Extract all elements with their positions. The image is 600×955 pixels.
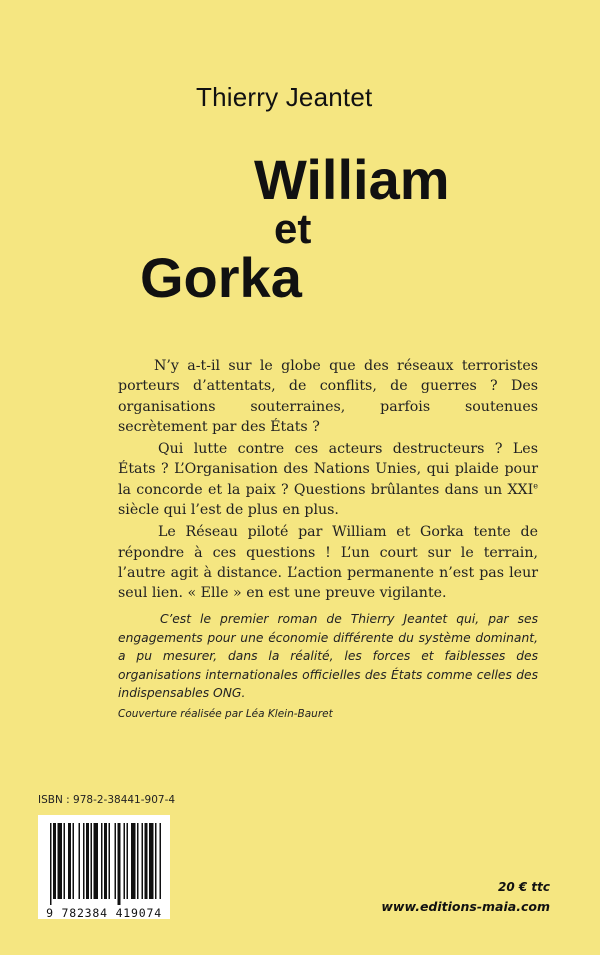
price: 20 € ttc bbox=[498, 880, 550, 894]
book-title-line-1: William bbox=[254, 148, 450, 211]
back-cover-blurb bbox=[118, 356, 538, 604]
blurb-paragraph-2 bbox=[118, 439, 538, 520]
blurb-paragraph-2-text: Qui lutte contre ces acteurs destructeurs ? Les États ? L’Organisation des Nations Unies, qui plaide pour la concorde et la paix ? Questions brûlantes dans un XXI bbox=[118, 441, 538, 498]
century-superscript: e bbox=[533, 481, 538, 491]
blurb-paragraph-2-end: siècle qui l’est de plus en plus. bbox=[118, 502, 339, 519]
book-title-line-2: et bbox=[274, 205, 312, 252]
author-name: Thierry Jeantet bbox=[196, 82, 373, 112]
book-title-line-3: Gorka bbox=[140, 246, 302, 309]
publisher-website: www.editions-maia.com bbox=[381, 899, 550, 914]
cover-credit: Couverture réalisée par Léa Klein-Bauret bbox=[118, 708, 333, 720]
barcode bbox=[38, 815, 170, 919]
blurb-paragraph-1: N’y a-t-il sur le globe que des réseaux terroristes porteurs d’attentats, de conflits, de guerres ? Des organisations souterraines, parfois soutenues secrètement par des États ? bbox=[118, 358, 538, 435]
isbn-label: ISBN : 978-2-38441-907-4 bbox=[38, 794, 176, 806]
barcode-icon bbox=[38, 815, 170, 919]
about-author-text: C’est le premier roman de Thierry Jeantet qui, par ses engagements pour une économie différente du système dominant, a pu mesurer, dans la réalité, les forces et faiblesses des organisations internationales officielles des États comme celles des indispensables ONG. bbox=[118, 612, 538, 700]
blurb-paragraph-3: Le Réseau piloté par William et Gorka tente de répondre à ces questions ! L’un court sur le terrain, l’autre agit à distance. L’action permanente n’est pas leur seul lien. « Elle » en est une preuve vigilante. bbox=[118, 524, 538, 602]
barcode-number: 9 782384 419074 bbox=[46, 906, 162, 920]
